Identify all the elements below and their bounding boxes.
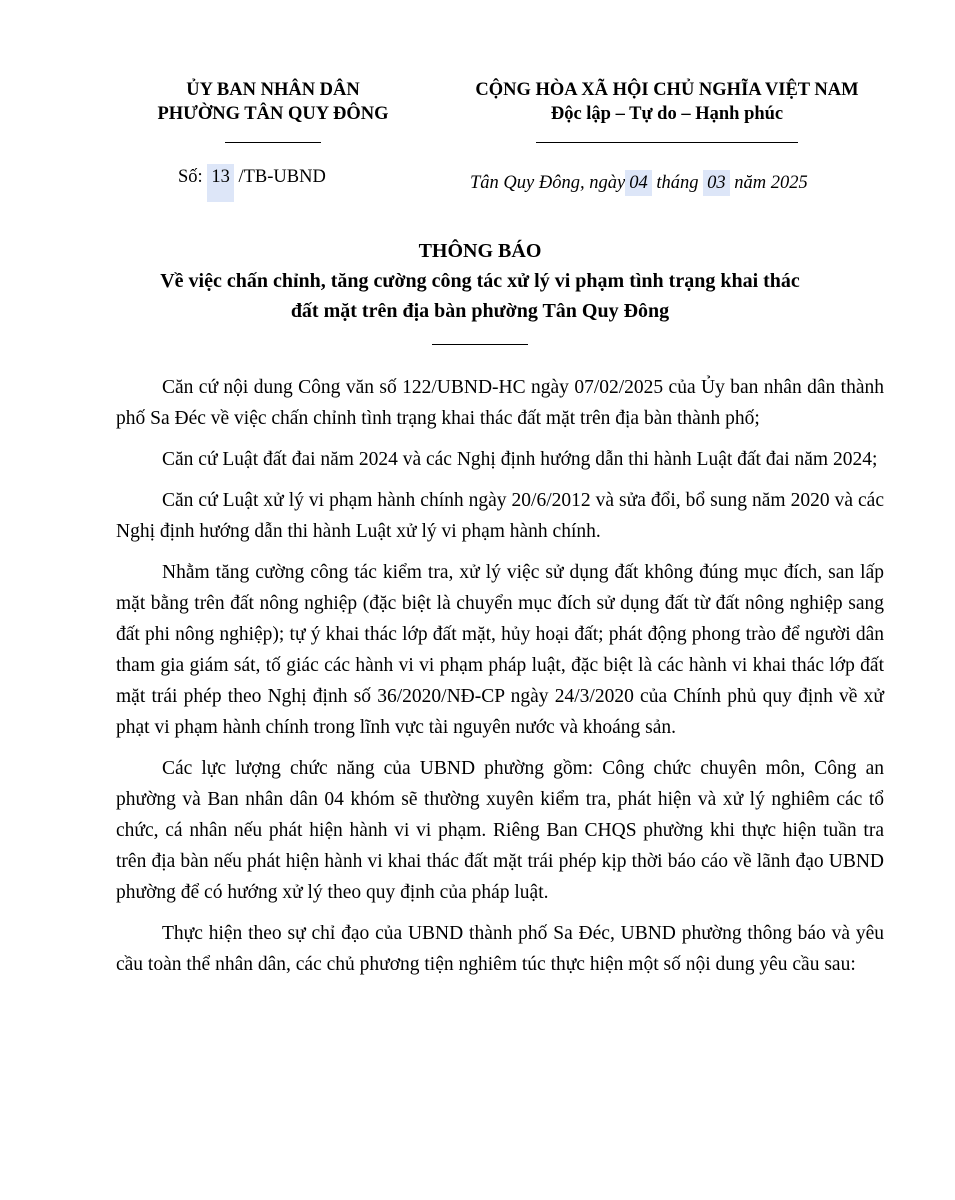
title-subject-line-2: đất mặt trên địa bàn phường Tân Quy Đông bbox=[290, 300, 670, 322]
paragraph: Nhằm tăng cường công tác kiểm tra, xử lý việc sử dụng đất không đúng mục đích, san lấp mặt bằng trên đất nông nghiệp (đặc biệt là chuyển mục đích sử dụng đất từ đất nông nghiệp sang đất phi nông nghiệp); tự ý khai thác lớp đất mặt, hủy hoại đất; phát động phong trào để người dân tham gia giám sát, tố giác các hành vi vi phạm pháp luật, đặc biệt là các hành vi khai thác lớp đất mặt trái phép theo Nghị định số 36/2020/NĐ-CP ngày 24/3/2020 của Chính phủ quy định về xử phạt vi phạm hành chính trong lĩnh vực tài nguyên nước và khoáng sản. bbox=[116, 562, 884, 738]
title-subject-line-1: Về việc chấn chỉnh, tăng cường công tác xử lý vi phạm tình trạng khai thác bbox=[160, 270, 800, 292]
number-prefix: Số: bbox=[178, 167, 203, 187]
paragraph: Căn cứ Luật đất đai năm 2024 và các Nghị định hướng dẫn thi hành Luật đất đai năm 2024; bbox=[162, 449, 878, 470]
paragraph: Thực hiện theo sự chỉ đạo của UBND thành phố Sa Đéc, UBND phường thông báo và yêu cầu toàn thể nhân dân, các chủ phương tiện nghiêm túc thực hiện một số nội dung yêu cầu sau: bbox=[116, 923, 884, 975]
document-title bbox=[60, 236, 900, 345]
title-main: THÔNG BÁO bbox=[418, 240, 542, 262]
number-value: 13 bbox=[207, 164, 234, 202]
authority-divider bbox=[225, 142, 321, 143]
paragraph: Căn cứ nội dung Công văn số 122/UBND-HC ngày 07/02/2025 của Ủy ban nhân dân thành phố Sa Đéc về việc chấn chỉnh tình trạng khai thác đất mặt trên địa bàn thành phố; bbox=[116, 377, 884, 429]
motto-divider bbox=[536, 142, 798, 143]
authority-line-1: ỦY BAN NHÂN DÂN bbox=[186, 80, 360, 100]
date-year: năm 2025 bbox=[734, 173, 808, 193]
paragraph: Căn cứ Luật xử lý vi phạm hành chính ngày 20/6/2012 và sửa đổi, bổ sung năm 2020 và các Nghị định hướng dẫn thi hành Luật xử lý vi phạm hành chính. bbox=[116, 490, 884, 542]
issuing-authority bbox=[108, 78, 438, 143]
national-motto bbox=[432, 78, 902, 143]
motto: Độc lập – Tự do – Hạnh phúc bbox=[550, 104, 784, 124]
nation-name: CỘNG HÒA XÃ HỘI CHỦ NGHĨA VIỆT NAM bbox=[475, 80, 859, 100]
date-month: 03 bbox=[703, 170, 730, 196]
date-day: 04 bbox=[625, 170, 652, 196]
title-divider bbox=[432, 344, 528, 345]
document-number bbox=[178, 164, 326, 202]
issue-date bbox=[470, 170, 808, 196]
authority-line-2: PHƯỜNG TÂN QUY ĐÔNG bbox=[157, 104, 389, 124]
paragraph: Các lực lượng chức năng của UBND phường gồm: Công chức chuyên môn, Công an phường và Ban nhân dân 04 khóm sẽ thường xuyên kiểm tra, phát hiện và xử lý nghiêm các tổ chức, cá nhân nếu phát hiện hành vi vi phạm. Riêng Ban CHQS phường khi thực hiện tuần tra trên địa bàn nếu phát hiện hành vi khai thác đất mặt trái phép kịp thời báo cáo về lãnh đạo UBND phường để có hướng xử lý theo quy định của pháp luật. bbox=[116, 758, 884, 903]
document-body bbox=[116, 372, 884, 990]
date-place: Tân Quy Đông, ngày bbox=[470, 173, 626, 193]
number-suffix: /TB-UBND bbox=[238, 167, 326, 187]
date-month-label: tháng bbox=[656, 173, 699, 193]
